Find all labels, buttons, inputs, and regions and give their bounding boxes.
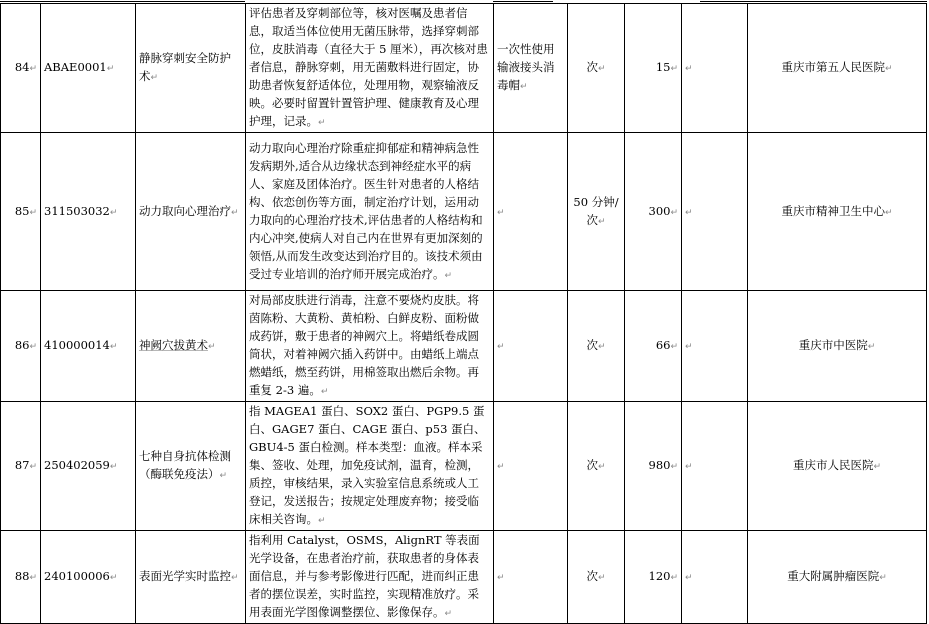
table-row — [1, 4, 927, 133]
price-cell: 15↵ — [625, 4, 682, 133]
item-name-cell: 七种自身抗体检测（酶联免疫法）↵ — [136, 402, 246, 531]
item-code-cell: 410000014↵ — [41, 291, 136, 402]
row-number-cell: 84↵ — [1, 4, 41, 133]
item-name-cell: 动力取向心理治疗↵ — [136, 133, 246, 291]
item-description-cell: 评估患者及穿刺部位等，核对医嘱及患者信息，取适当体位使用无菌压脉带，选择穿刺部位，皮肤消毒（直径大于 5 厘米），再次核对患者信息，静脉穿刺，用无菌敷料进行固定，协助患者恢复舒适体位，处理用物，观察输液反映。必要时留置针置管护理、健康教育及心理护理，记录。↵ — [246, 4, 494, 133]
excluded-items-cell: ↵ — [494, 291, 568, 402]
item-code-cell: 240100006↵ — [41, 531, 136, 624]
hospital-cell: 重庆市精神卫生中心↵ — [748, 133, 927, 291]
price-cell: 980↵ — [625, 402, 682, 531]
item-name-cell: 表面光学实时监控↵ — [136, 531, 246, 624]
table-row — [1, 402, 927, 531]
hospital-cell: 重庆市第五人民医院↵ — [748, 4, 927, 133]
row-number-cell: 86↵ — [1, 291, 41, 402]
price-cell: 300↵ — [625, 133, 682, 291]
table-row — [1, 291, 927, 402]
hospital-cell: 重庆市中医院↵ — [748, 291, 927, 402]
excluded-items-cell: ↵ — [494, 402, 568, 531]
remark-cell: ↵ — [682, 4, 748, 133]
pricing-unit-cell: 次↵ — [568, 291, 625, 402]
table-row — [1, 133, 927, 291]
item-description-cell: 指 MAGEA1 蛋白、SOX2 蛋白、PGP9.5 蛋白、GAGE7 蛋白、CAGE 蛋白、p53 蛋白、GBU4-5 蛋白检测。样本类型：血液。样本采集、签收、处理，加免疫试剂，温育，检测，质控，审核结果，录入实验室信息系统或人工登记，发送报告；按规定处理废弃物；接受临床相关咨询。↵ — [246, 402, 494, 531]
hospital-cell: 重庆市人民医院↵ — [748, 402, 927, 531]
row-number-cell: 87↵ — [1, 402, 41, 531]
table-row — [1, 531, 927, 624]
price-cell: 66↵ — [625, 291, 682, 402]
hospital-cell: 重大附属肿瘤医院↵ — [748, 531, 927, 624]
item-code-cell: ABAE0001↵ — [41, 4, 136, 133]
price-cell: 120↵ — [625, 531, 682, 624]
item-description-cell: 对局部皮肤进行消毒，注意不要烧灼皮肤。将茵陈粉、大黄粉、黄柏粉、白鲜皮粉、面粉做成药饼，敷于患者的神阙穴上。将蜡纸卷成圆筒状，对着神阙穴插入药饼中。由蜡纸上端点燃蜡纸，燃至药饼，用棉签取出燃后余物。再重复 2-3 遍。↵ — [246, 291, 494, 402]
pricing-unit-cell: 次↵ — [568, 402, 625, 531]
excluded-items-cell: ↵ — [494, 531, 568, 624]
item-description-cell: 指利用 Catalyst，OSMS，AlignRT 等表面光学设备，在患者治疗前，获取患者的身体表面信息，并与参考影像进行匹配，进而纠正患者的摆位误差，实时监控，实现精准放疗。采用表面光学图像调整摆位、影像保存。↵ — [246, 531, 494, 624]
row-number-cell: 88↵ — [1, 531, 41, 624]
item-name-cell: 神阙穴拔黄术↵ — [136, 291, 246, 402]
item-code-cell: 250402059↵ — [41, 402, 136, 531]
remark-cell: ↵ — [682, 291, 748, 402]
remark-cell: ↵ — [682, 402, 748, 531]
item-name-cell: 静脉穿刺安全防护术↵ — [136, 4, 246, 133]
item-code-cell: 311503032↵ — [41, 133, 136, 291]
excluded-items-cell: 一次性使用输液接头消毒帽↵ — [494, 4, 568, 133]
row-number-cell: 85↵ — [1, 133, 41, 291]
excluded-items-cell: ↵ — [494, 133, 568, 291]
item-description-cell: 动力取向心理治疗除重症抑郁症和精神病急性发病期外,适合从边缘状态到神经症水平的病人、家庭及团体治疗。医生针对患者的人格结构、依恋创伤等方面，制定治疗计划，运用动力取向的心理治疗技术,评估患者的人格结构和内心冲突,使病人对自己内在世界有更加深刻的领悟,从而发生改变达到治疗目的。该技术须由受过专业培训的治疗师开展完成治疗。↵ — [246, 133, 494, 291]
remark-cell: ↵ — [682, 133, 748, 291]
pricing-unit-cell: 次↵ — [568, 531, 625, 624]
fee-table — [0, 3, 927, 624]
pricing-unit-cell: 次↵ — [568, 4, 625, 133]
pricing-unit-cell: 50 分钟/次↵ — [568, 133, 625, 291]
remark-cell: ↵ — [682, 531, 748, 624]
